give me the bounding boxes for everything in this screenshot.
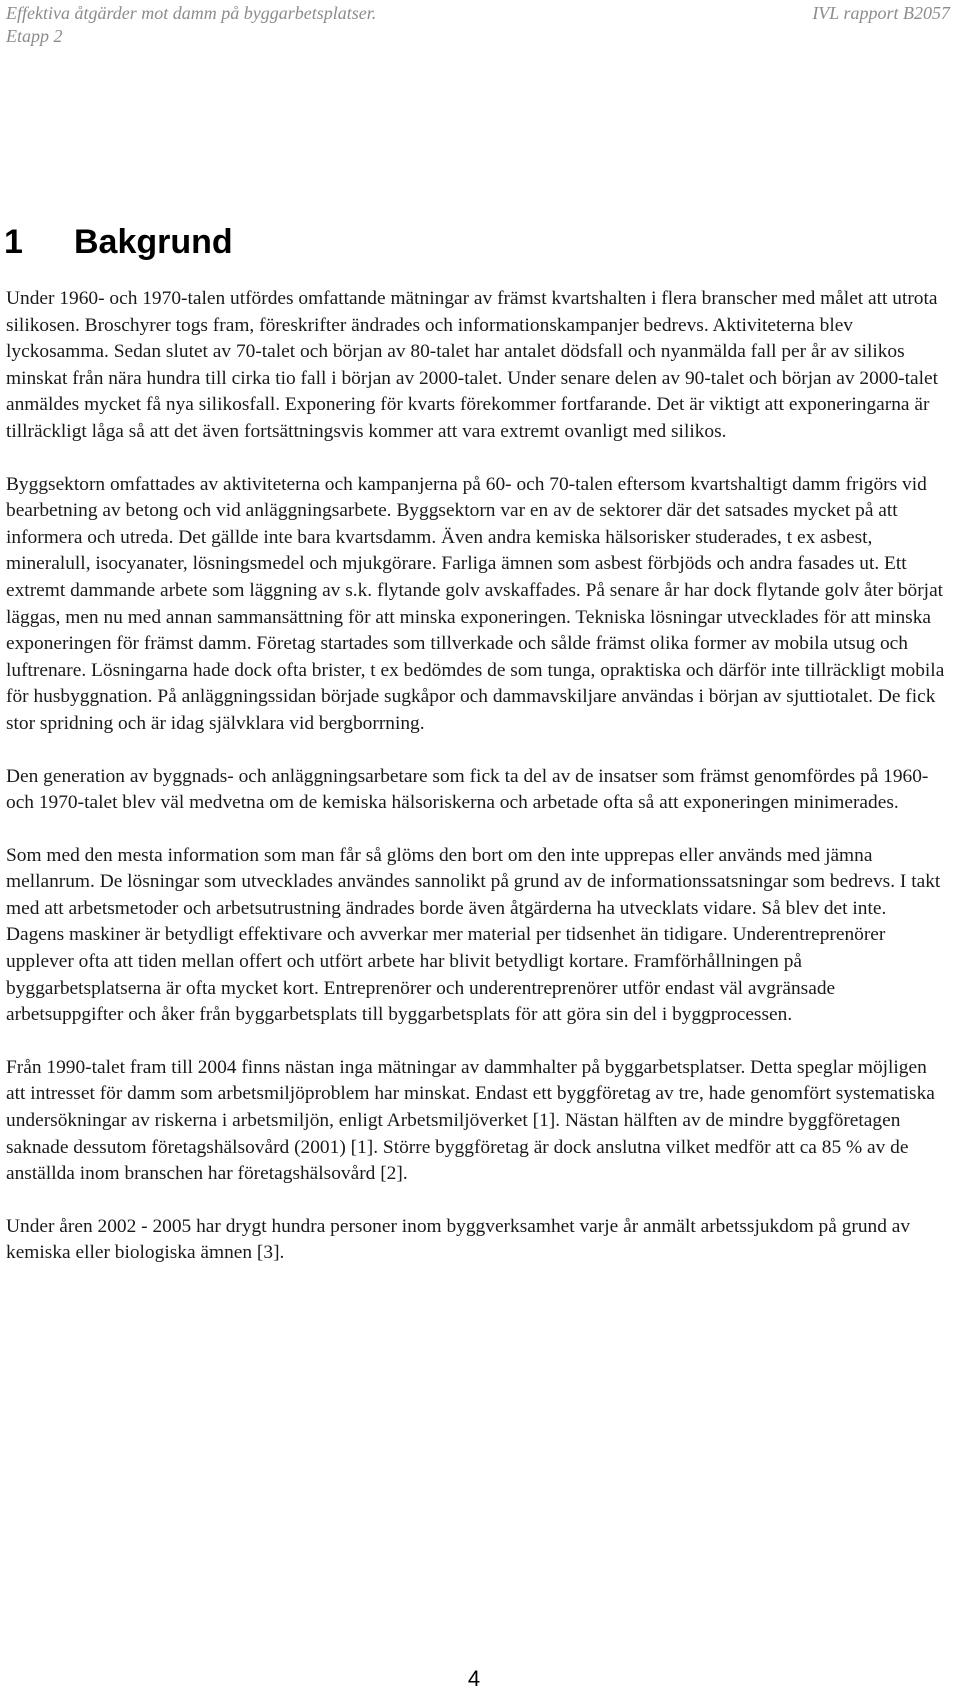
section-number: 1 [4,223,23,261]
page-number: 4 [467,1666,481,1691]
paragraph: Byggsektorn omfattades av aktiviteterna och kampanjerna på 60- och 70-talen eftersom kvartshaltigt damm frigörs vid bearbetning av betong och vid anläggningsarbete. Byggsektorn var en av de sektorer där det satsades mycket på att informera och utreda. Det gällde inte bara kvartsdamm. Även andra kemiska hälsorisker studerades, t ex asbest, mineralull, isocyanater, lösningsmedel och mjukgörare. Farliga ämnen som asbest förbjöds och andra fasades ut. Ett extremt dammande arbete som läggning av s.k. flytande golv avskaffades. På senare år har dock flytande golv åter börjat läggas, men nu med annan sammansättning för att minska exponeringen. Tekniska lösningar utvecklades för att minska exponeringen för främst damm. Företag startades som tillverkade och sålde främst olika former av mobila utsug och luftrenare. Lösningarna hade dock ofta brister, t ex bedömdes de som tunga, opraktiska och därför inte tillräckligt mobila för husbyggnation. På anläggningssidan började sugkåpor och dammavskiljare användas i början av sjuttiotalet. De fick stor spridning och är idag självklara vid bergborrning. [6,473,945,734]
paragraph: Under åren 2002 - 2005 har drygt hundra personer inom byggverksamhet varje år anmält arbetssjukdom på grund av kemiska eller biologiska ämnen [3]. [6,1215,911,1264]
paragraph: Den generation av byggnads- och anläggningsarbetare som fick ta del av de insatser som främst genomfördes på 1960- och 1970-talet blev väl medvetna om de kemiska hälsoriskerna och arbetade ofta så att exponeringen minimerades. [6,765,929,814]
body-text [6,286,946,1293]
paragraph: Som med den mesta information som man får så glöms den bort om den inte upprepas eller används med jämna mellanrum. De lösningar som utvecklades användes sannolikt på grund av de informationssatsningar som bedrevs. I takt med att arbetsmetoder och arbetsutrustning ändrades borde även åtgärderna ha utvecklats vidare. Så blev det inte. Dagens maskiner är betydligt effektivare och avverkar mer material per tidsenhet än tidigare. Underentreprenörer upplever ofta att tiden mellan offert och utfört arbete har blivit betydligt kortare. Framförhållningen på byggarbetsplatserna är ofta mycket kort. Entreprenörer och underentreprenörer utför endast väl avgränsade arbetsuppgifter och åker från byggarbetsplats till byggarbetsplats för att göra sin del i byggprocessen. [6,844,941,1026]
document-title [6,2,376,48]
section-heading [4,222,233,262]
document-title-line-2: Etapp 2 [6,26,63,46]
paragraph: Under 1960- och 1970-talen utfördes omfattande mätningar av främst kvartshalten i flera branscher med målet att utrota silikosen. Broschyrer togs fram, föreskrifter ändrades och informationskampanjer bedrevs. Aktiviteterna blev lyckosamma. Sedan slutet av 70-talet och början av 80-talet har antalet dödsfall och nyanmälda fall per år av silikos minskat från nära hundra till cirka tio fall i början av 2000-talet. Under senare delen av 90-talet och början av 2000-talet anmäldes mycket få nya silikosfall. Exponering för kvarts förekommer fortfarande. Det är viktigt att exponeringarna är tillräckligt låga så att det även fortsättningsvis kommer att vara extremt ovanligt med silikos. [6,288,939,442]
paragraph: Från 1990-talet fram till 2004 finns nästan inga mätningar av dammhalter på byggarbetsplatser. Detta speglar möjligen att intresset för damm som arbetsmiljöproblem har minskat. Endast ett byggföretag av tre, hade genomfört systematiska undersökningar av riskerna i arbetsmiljön, enligt Arbetsmiljöverket [1]. Nästan hälften av de mindre byggföretagen saknade dessutom företagshälsovård (2001) [1]. Större byggföretag är dock anslutna vilket medför att ca 85 % av de anställda inom branschen har företagshälsovård [2]. [6,1056,935,1185]
section-title: Bakgrund [74,223,233,261]
document-title-line-1: Effektiva åtgärder mot damm på byggarbetsplatser. [6,3,377,23]
report-id: IVL rapport B2057 [812,3,950,23]
page-header [6,2,950,48]
